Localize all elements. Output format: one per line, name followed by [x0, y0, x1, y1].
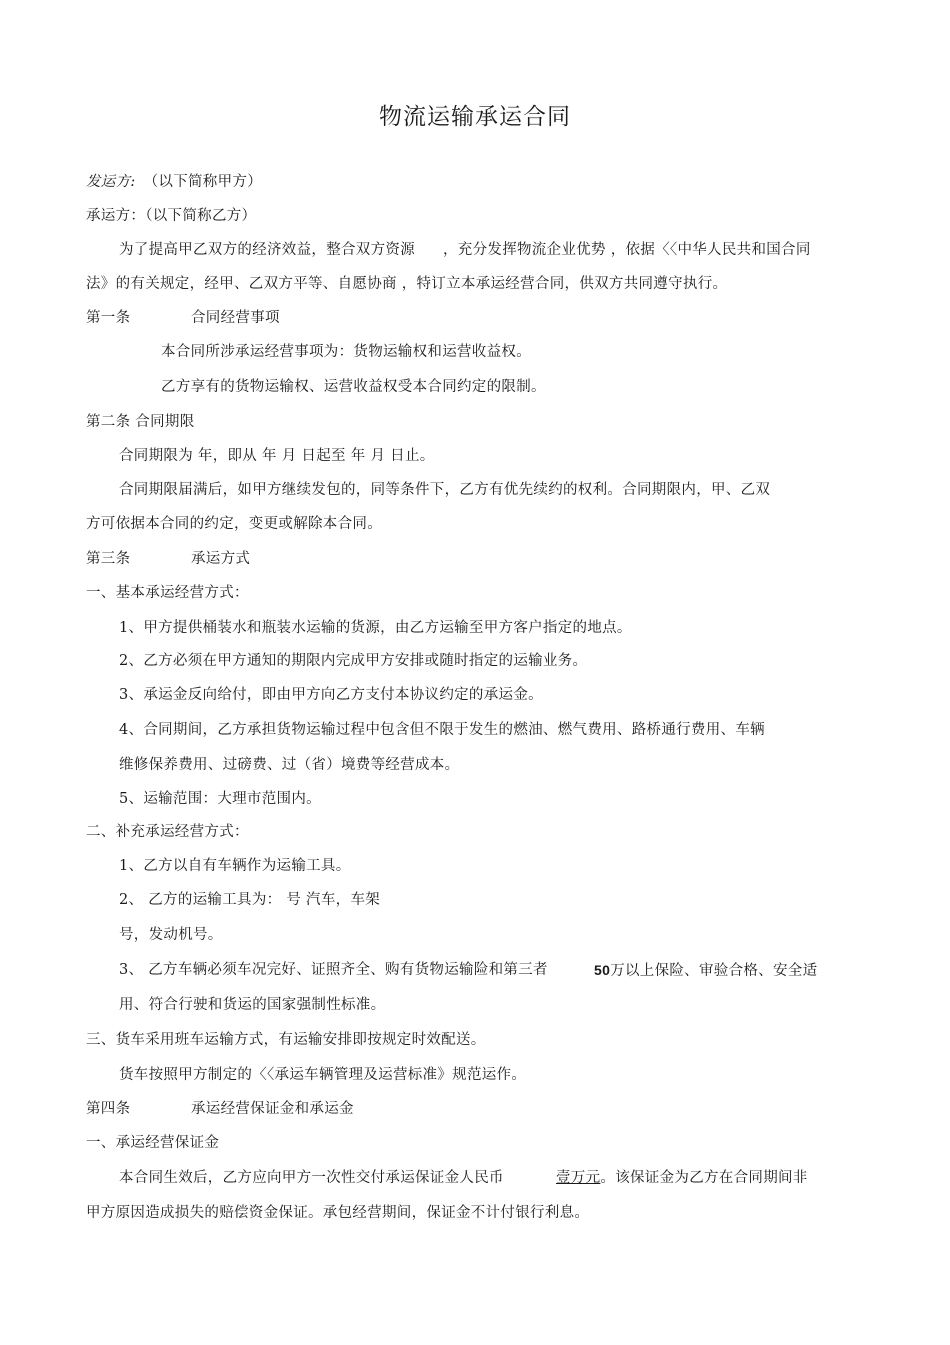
supp-item-2-cont: 号，发动机号。 [119, 927, 223, 943]
deposit-line-2: 甲方原因造成损失的赔偿资金保证。承包经营期间，保证金不计付银行利息。 [86, 1205, 590, 1221]
article-4-number: 第四条 [86, 1101, 131, 1117]
basic-item-5: 5、运输范围：大理市范围内。 [119, 791, 321, 807]
intro-line-1a: 为了提高甲乙双方的经济效益，整合双方资源 [119, 242, 415, 258]
supp-item-2: 2、 乙方的运输工具为： 号 汽车，车架 [119, 892, 381, 908]
article-3-title: 承运方式 [191, 551, 251, 567]
intro-line-2: 法》的有关规定，经甲、乙双方平等、自愿协商 ，特订立本承运经营合同，供双方共同遵守执行。 [86, 276, 728, 292]
document-title: 物流运输承运合同 [379, 104, 571, 130]
article-1-title: 合同经营事项 [191, 310, 280, 326]
article-1-number: 第一条 [86, 310, 131, 326]
consignor-label: 发运方: [86, 174, 136, 190]
deposit-line-1c: 。该保证金为乙方在合同期间非 [600, 1170, 808, 1186]
third-mode-heading: 三、货车采用班车运输方式，有运输安排即按规定时效配送。 [86, 1032, 486, 1048]
deposit-line-1b [556, 1168, 808, 1188]
basic-item-1: 1、甲方提供桶装水和瓶装水运输的货源，由乙方运输至甲方客户指定的地点。 [119, 620, 632, 636]
article-2-line-2: 合同期限届满后，如甲方继续发包的，同等条件下，乙方有优先续约的权利。合同期限内，甲、乙双 [119, 482, 771, 498]
article-2-heading: 第二条 合同期限 [86, 414, 195, 430]
article-1-line-2: 乙方享有的货物运输权、运营收益权受本合同约定的限制。 [161, 379, 546, 395]
basic-item-4: 4、合同期间，乙方承担货物运输过程中包含但不限于发生的燃油、燃气费用、路桥通行费用、车辆 [119, 722, 765, 738]
basic-mode-heading: 一、基本承运经营方式： [86, 585, 249, 601]
intro-line-1b: ，充分发挥物流企业优势 ，依据〈〈中华人民共和国合同 [443, 242, 811, 258]
supp-item-3c: 万以上保险、审验合格、安全适 [610, 963, 818, 979]
article-2-line-3: 方可依据本合同的约定，变更或解除本合同。 [86, 516, 382, 532]
supp-item-3b [594, 960, 817, 981]
third-mode-line: 货车按照甲方制定的〈〈承运车辆管理及运营标准》规范运作。 [119, 1067, 527, 1083]
supp-item-1: 1、乙方以自有车辆作为运输工具。 [119, 858, 351, 874]
article-1-line-1: 本合同所涉承运经营事项为：货物运输权和运营收益权。 [161, 344, 531, 360]
carrier-line: 承运方：（以下简称乙方） [86, 208, 257, 224]
supp-item-3-cont: 用、符合行驶和货运的国家强制性标准。 [119, 997, 386, 1013]
insurance-amount: 50 [594, 962, 611, 978]
article-2-line-1: 合同期限为 年，即从 年 月 日起至 年 月 日止。 [119, 448, 435, 464]
article-4-title: 承运经营保证金和承运金 [191, 1101, 354, 1117]
deposit-heading: 一、承运经营保证金 [86, 1135, 220, 1151]
consignor-line [86, 172, 262, 192]
deposit-line-1a: 本合同生效后，乙方应向甲方一次性交付承运保证金人民币 [119, 1170, 504, 1186]
basic-item-2: 2、乙方必须在甲方通知的期限内完成甲方安排或随时指定的运输业务。 [119, 653, 588, 669]
deposit-amount: 壹万元 [556, 1170, 601, 1186]
basic-item-3: 3、承运金反向给付，即由甲方向乙方支付本协议约定的承运金。 [119, 687, 543, 703]
supp-item-3a: 3、 乙方车辆必须车况完好、证照齐全、购有货物运输险和第三者 [119, 962, 548, 978]
consignor-note: （以下简称甲方） [143, 174, 262, 190]
supplementary-mode-heading: 二、补充承运经营方式： [86, 824, 249, 840]
article-3-number: 第三条 [86, 551, 131, 567]
basic-item-4-cont: 维修保养费用、过磅费、过（省）境费等经营成本。 [119, 757, 460, 773]
